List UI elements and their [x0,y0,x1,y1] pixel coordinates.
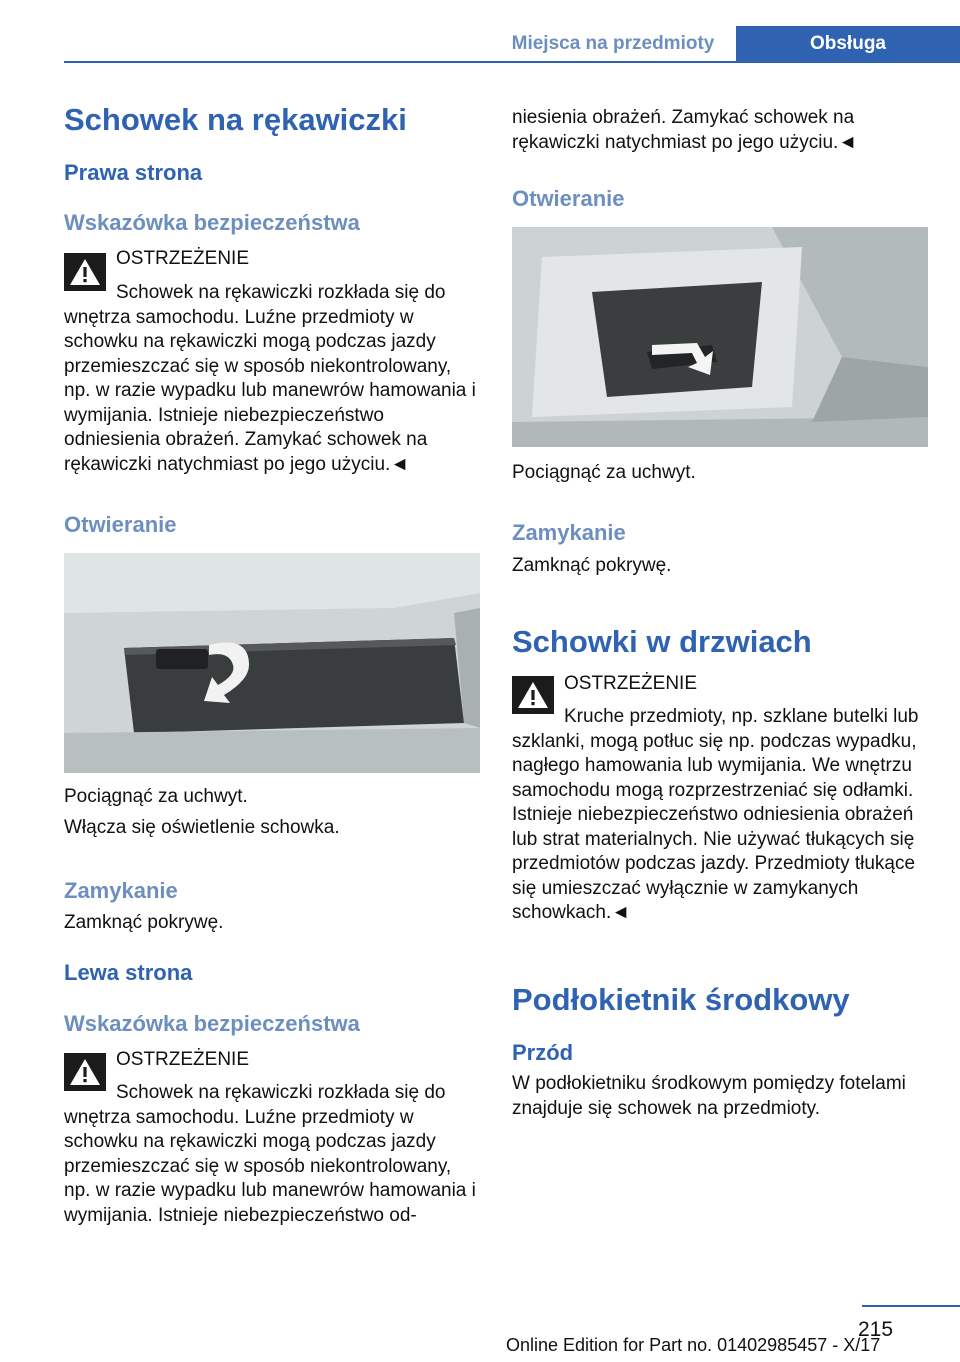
warning-label-1: OSTRZEŻENIE [116,248,250,269]
page-number: 215 [858,1318,894,1341]
heading-front: Przód [512,1040,574,1065]
heading-armrest: Podłokietnik środkowy [512,982,850,1017]
heading-safety-1: Wskazówka bezpieczeństwa [64,210,360,235]
pull-handle-right: Pociągnąć za uchwyt. [512,462,696,483]
heading-closing-left: Zamykanie [64,878,178,903]
page-title: Schowek na rękawiczki [64,102,407,137]
glovebox-right-photo [64,553,480,773]
glovebox-left-photo [512,227,928,447]
heading-opening-right: Otwieranie [512,186,625,211]
warning-text-continued: niesienia obrażeń. Zamykać schowek na rękawiczki natychmiast po jego użyciu.◄ [512,107,858,153]
header-rule [64,61,960,63]
armrest-text: W podłokietniku środkowym pomiędzy fotelami znajduje się schowek na przedmioty. [512,1073,906,1119]
close-lid-right: Zamknąć pokrywę. [512,555,672,576]
header-chapter-tab: Obsługa [736,26,960,62]
heading-door-pockets: Schowki w drzwiach [512,624,812,659]
heading-opening-left: Otwieranie [64,512,177,537]
pull-handle-left: Pociągnąć za uchwyt. [64,786,248,807]
heading-closing-right: Zamykanie [512,520,626,545]
heading-left-side: Lewa strona [64,960,193,985]
close-lid-left: Zamknąć pokrywę. [64,912,224,933]
light-on-text: Włącza się oświetlenie schowka. [64,817,340,838]
warning-text-2: Schowek na rękawiczki rozkłada się do wnętrza samochodu. Luźne przedmioty w schowku na rękawiczki mogą podczas jazdy przemieszczać się w sposób niekontrolowany, np. w razie wypadku lub manewrów hamowania i wymijania. Istnieje niebezpieczeństwo od- [64,1082,476,1226]
edition-note: Online Edition for Part no. 01402985457 - X/17 [506,1335,881,1355]
heading-safety-2: Wskazówka bezpieczeństwa [64,1011,360,1036]
warning-label-3: OSTRZEŻENIE [564,673,698,694]
warning-text-1: Schowek na rękawiczki rozkłada się do wnętrza samochodu. Luźne przedmioty w schowku na rękawiczki mogą podczas jazdy przemieszczać się w sposób niekontrolowany, np. w razie wypadku lub manewrów hamowania i wymijania. Istnieje niebezpieczeństwo odniesienia obrażeń. Zamykać schowek na rękawiczki natychmiast po jego użyciu.◄ [64,282,476,475]
warning-text-3: Kruche przedmioty, np. szklane butelki lub szklanki, mogą potłuc się np. podczas wypadku, nagłego hamowania lub wymijania. We wnętrzu samochodu mogą rozprzestrzeniać się odłamki. Istnieje niebezpieczeństwo odniesienia obrażeń lub strat materialnych. Nie używać tłukących się przedmiotów podczas jazdy. Przedmioty tłukące się umieszczać wyłącznie w zamykanych schowkach.◄ [512,706,919,923]
footer-rule [862,1305,960,1307]
header-section-tab: Miejsca na przedmioty [511,33,715,54]
heading-right-side: Prawa strona [64,160,203,185]
warning-label-2: OSTRZEŻENIE [116,1049,250,1070]
